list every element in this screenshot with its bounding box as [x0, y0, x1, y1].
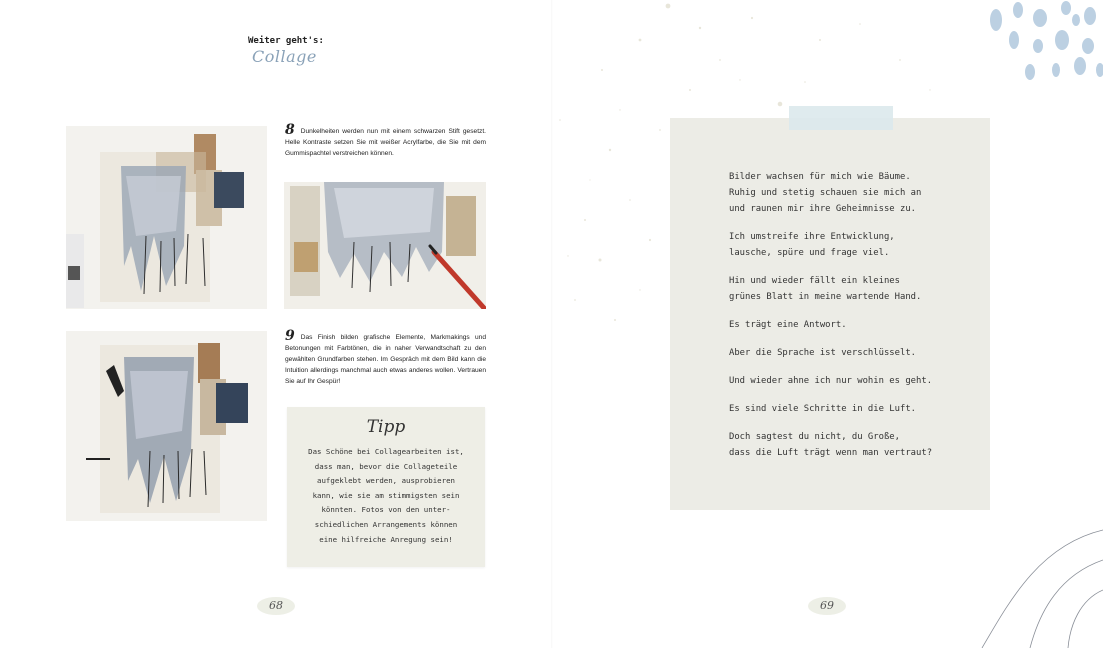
step-number: 9	[285, 328, 295, 344]
poem	[729, 169, 979, 473]
tip-box	[287, 407, 485, 567]
step-number: 8	[285, 122, 295, 138]
page-number-left: 68	[257, 597, 295, 615]
poem-stanza: Es trägt eine Antwort.	[729, 320, 847, 330]
artwork-photo-step9	[66, 331, 267, 521]
tip-line: könnten. Fotos von den unter-	[321, 505, 451, 515]
poem-stanza: Ich umstreife ihre Entwicklung, lausche, spüre und frage viel.	[729, 232, 895, 258]
artwork-photo-step8-detail	[284, 182, 486, 309]
blue-dot-pattern	[990, 1, 1103, 80]
line-art	[982, 530, 1103, 648]
tip-text	[299, 445, 473, 547]
tip-line: schiedlichen Arrangements können	[314, 519, 458, 529]
poem-stanza: Hin und wieder fällt ein kleines grünes Blatt in meine wartende Hand.	[729, 276, 922, 302]
artwork-photo-step8-overview	[66, 126, 267, 309]
step-text: Dunkelheiten werden nun mit einem schwarzen Stift gesetzt. Helle Kontraste setzen Sie mit weißer Acrylfarbe, die Sie mit dem Gummispachtel verstreichen können.	[285, 128, 486, 157]
step-text: Das Finish bilden grafische Elemente, Markmakings und Betonungen mit Farbtönen, die in naher Verwandtschaft zu den gewählten Grundfarben stehen. Im Gespräch mit dem Bild kann die Intuition allerdings manchmal auch etwas anderes wollen. Vertrauen Sie auf Ihr Gespür!	[285, 334, 486, 385]
poem-stanza: Aber die Sprache ist verschlüsselt.	[729, 348, 917, 358]
section-label: Weiter geht's:	[248, 36, 324, 46]
page-number-right: 69	[808, 597, 846, 615]
poem-stanza: Doch sagtest du nicht, du Große, dass die Luft trägt wenn man vertraut?	[729, 432, 933, 458]
step-8	[285, 122, 486, 159]
tip-line: aufgeklebt werden, ausprobieren	[317, 476, 455, 486]
step-9	[285, 328, 486, 387]
poem-stanza: Es sind viele Schritte in die Luft.	[729, 404, 917, 414]
poem-stanza: Und wieder ahne ich nur wohin es geht.	[729, 376, 933, 386]
tip-line: dass man, bevor die Collageteile	[314, 461, 458, 471]
washi-tape	[789, 106, 893, 130]
tip-line: eine hilfreiche Anregung sein!	[319, 534, 453, 544]
section-title: Collage	[252, 47, 317, 66]
tip-line: Das Schöne bei Collagearbeiten ist,	[308, 447, 464, 456]
tip-title: Tipp	[366, 417, 406, 437]
poem-stanza: Bilder wachsen für mich wie Bäume. Ruhig und stetig schauen sie mich an und raunen mir ihre Geheimnisse zu.	[729, 172, 922, 214]
book-gutter	[551, 0, 553, 648]
tip-line: kann, wie sie am stimmigsten sein	[312, 490, 460, 500]
